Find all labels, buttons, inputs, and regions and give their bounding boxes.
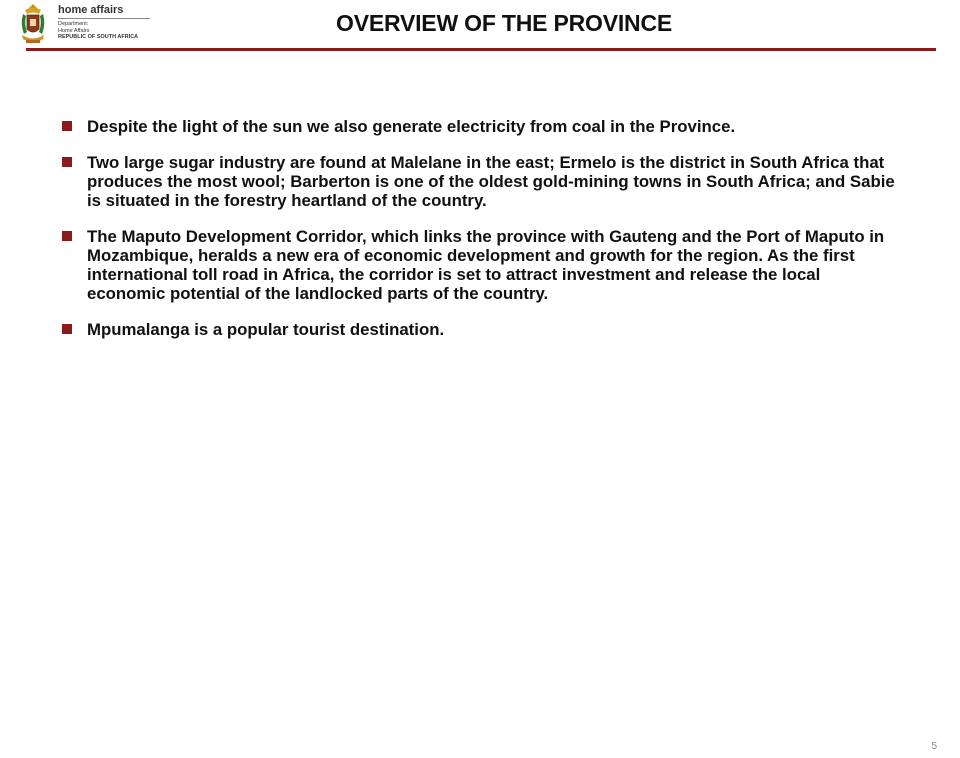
bullet-text: The Maputo Development Corridor, which links the province with Gauteng and the Port of Maputo in Mozambique, heralds a new era of economic development and growth for the region. As the first international toll road in Africa, the corridor is set to attract investment and release the local economic potential of the landlocked parts of the country.	[87, 227, 885, 303]
bullet-item	[62, 320, 902, 339]
logo-line-department: Department:	[58, 21, 89, 27]
logo-line-republic: REPUBLIC OF SOUTH AFRICA	[58, 34, 139, 40]
title-divider	[26, 48, 936, 51]
bullet-item	[62, 227, 902, 303]
bullet-text: Two large sugar industry are found at Malelane in the east; Ermelo is the district in South Africa that produces the most wool; Barberton is one of the oldest gold-mining towns in South Africa; and Sabie is situated in the forestry heartland of the country.	[87, 153, 895, 210]
square-bullet-icon	[62, 121, 72, 131]
bullet-item	[62, 117, 902, 136]
bullet-item	[62, 153, 902, 210]
bullet-text: Despite the light of the sun we also generate electricity from coal in the Province.	[87, 117, 736, 136]
logo-line-home-affairs: Home Affairs	[58, 27, 90, 34]
bullet-list	[62, 117, 902, 356]
logo-title: home affairs	[58, 4, 124, 16]
square-bullet-icon	[62, 157, 72, 167]
square-bullet-icon	[62, 324, 72, 334]
page-title: OVERVIEW OF THE PROVINCE	[336, 10, 672, 36]
bullet-text: Mpumalanga is a popular tourist destination.	[87, 320, 445, 339]
page-number: 5	[931, 741, 937, 752]
square-bullet-icon	[62, 231, 72, 241]
